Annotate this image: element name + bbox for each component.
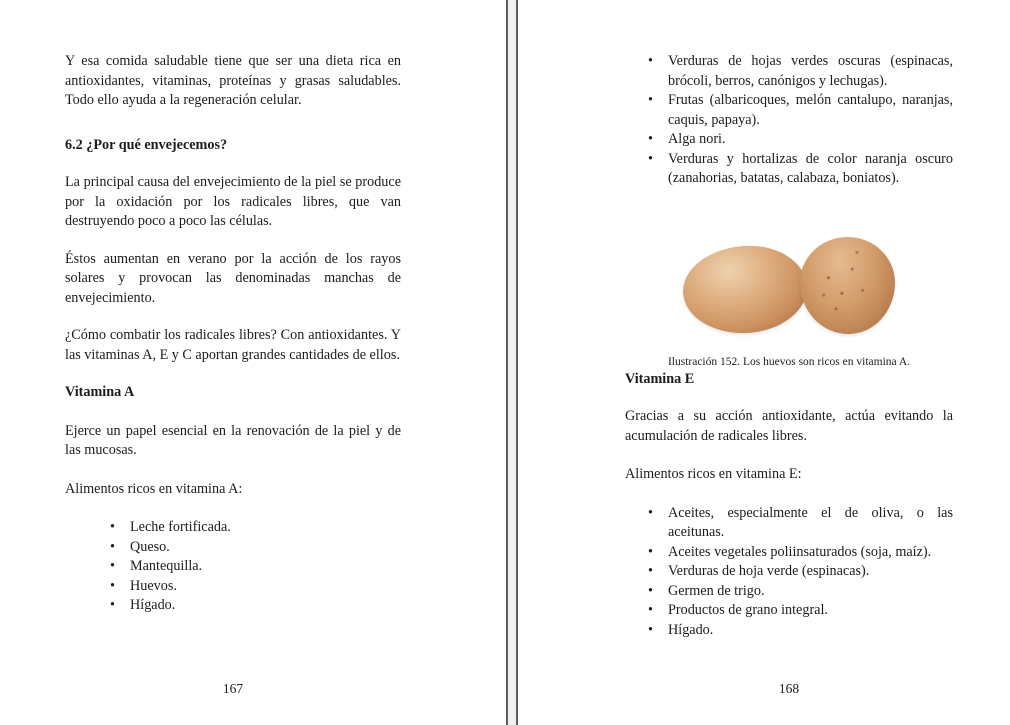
vitamin-a-food-list [65, 518, 401, 616]
illustration-caption: Ilustración 152. Los huevos son ricos en vitamina A. [667, 355, 911, 368]
page-spread-divider [506, 0, 518, 725]
bullet-icon: • [110, 577, 115, 594]
bullet-icon: • [110, 558, 115, 574]
list-item-text: Alga nori. [668, 131, 726, 147]
bullet-icon: • [648, 150, 653, 167]
bullet-icon: • [648, 53, 653, 69]
list-item [625, 91, 953, 130]
paragraph: ¿Cómo combatir los radicales libres? Con antioxidantes. Y las vitaminas A, E y C aportan grandes cantidades de ellos. [65, 327, 401, 363]
list-item [625, 504, 953, 543]
list-item-text: Verduras y hortalizas de color naranja oscuro (zanahorias, batatas, calabaza, boniatos). [668, 150, 953, 186]
bullet-icon: • [648, 602, 653, 618]
bullet-icon: • [110, 597, 115, 613]
bullet-icon: • [648, 131, 653, 147]
list-item [65, 577, 401, 597]
vitamin-a-list-intro: Alimentos ricos en vitamina A: [65, 480, 243, 497]
list-item [625, 130, 953, 150]
list-item-text: Germen de trigo. [668, 582, 765, 599]
vitamin-a-food-list-continued [625, 52, 953, 189]
intro-paragraph: Y esa comida saludable tiene que ser una dieta rica en antioxidantes, vitaminas, proteínas y grasas saludables. Todo ello ayuda a la regeneración celular. [65, 53, 401, 108]
bullet-icon: • [648, 621, 653, 638]
bullet-icon: • [648, 563, 653, 579]
list-item [625, 52, 953, 91]
list-item [65, 557, 401, 577]
eggs-photo [683, 237, 895, 335]
list-item-text: Queso. [130, 538, 170, 555]
list-item-text: Leche fortificada. [130, 519, 231, 535]
list-item-text: Hígado. [130, 597, 176, 613]
list-item [625, 601, 953, 621]
list-item [65, 518, 401, 538]
list-item-text: Huevos. [130, 577, 177, 594]
list-item-text: Frutas (albaricoques, melón cantalupo, naranjas, caquis, papaya). [668, 92, 953, 128]
list-item-text: Verduras de hojas verdes oscuras (espinacas, brócoli, berros, canónigos y lechugas). [668, 53, 953, 89]
list-item [625, 562, 953, 582]
list-item [65, 596, 401, 616]
vitamin-e-food-list [625, 504, 953, 641]
page-number-right: 168 [778, 681, 800, 696]
vitamin-e-list-intro: Alimentos ricos en vitamina E: [625, 466, 802, 482]
page-number-left: 167 [222, 681, 244, 696]
list-item-text: Productos de grano integral. [668, 602, 828, 618]
list-item [625, 582, 953, 602]
bullet-icon: • [648, 92, 653, 108]
egg-left-image [681, 242, 809, 335]
bullet-icon: • [648, 504, 653, 521]
bullet-icon: • [648, 582, 653, 599]
list-item [625, 543, 953, 563]
right-page-text-column [625, 52, 953, 640]
vitamin-e-description: Gracias a su acción antioxidante, actúa evitando la acumulación de radicales libres. [625, 408, 953, 444]
list-item-text: Aceites vegetales poliinsaturados (soja, maíz). [668, 543, 932, 560]
egg-right-image [800, 237, 895, 334]
paragraph: La principal causa del envejecimiento de la piel se produce por la oxidación por los radicales libres, que van destruyendo poco a poco las células. [65, 174, 401, 229]
list-item-text: Aceites, especialmente el de oliva, o las aceitunas. [668, 504, 953, 540]
vitamin-a-description: Ejerce un papel esencial en la renovación de la piel y de las mucosas. [65, 422, 401, 458]
bullet-icon: • [648, 543, 653, 560]
book-page-right [518, 0, 1010, 725]
list-item-text: Mantequilla. [130, 558, 203, 574]
vitamin-a-heading: Vitamina A [65, 384, 135, 400]
list-item [65, 538, 401, 558]
list-item [625, 621, 953, 641]
list-item-text: Hígado. [668, 621, 714, 638]
paragraph: Éstos aumentan en verano por la acción de los rayos solares y provocan las denominadas manchas de envejecimiento. [65, 250, 401, 306]
vitamin-e-heading: Vitamina E [625, 370, 695, 387]
bullet-icon: • [110, 519, 115, 535]
bullet-icon: • [110, 538, 115, 555]
list-item-text: Verduras de hoja verde (espinacas). [668, 563, 870, 579]
section-heading: 6.2 ¿Por qué envejecemos? [65, 136, 228, 153]
list-item [625, 150, 953, 189]
left-page-text-column [65, 52, 401, 616]
